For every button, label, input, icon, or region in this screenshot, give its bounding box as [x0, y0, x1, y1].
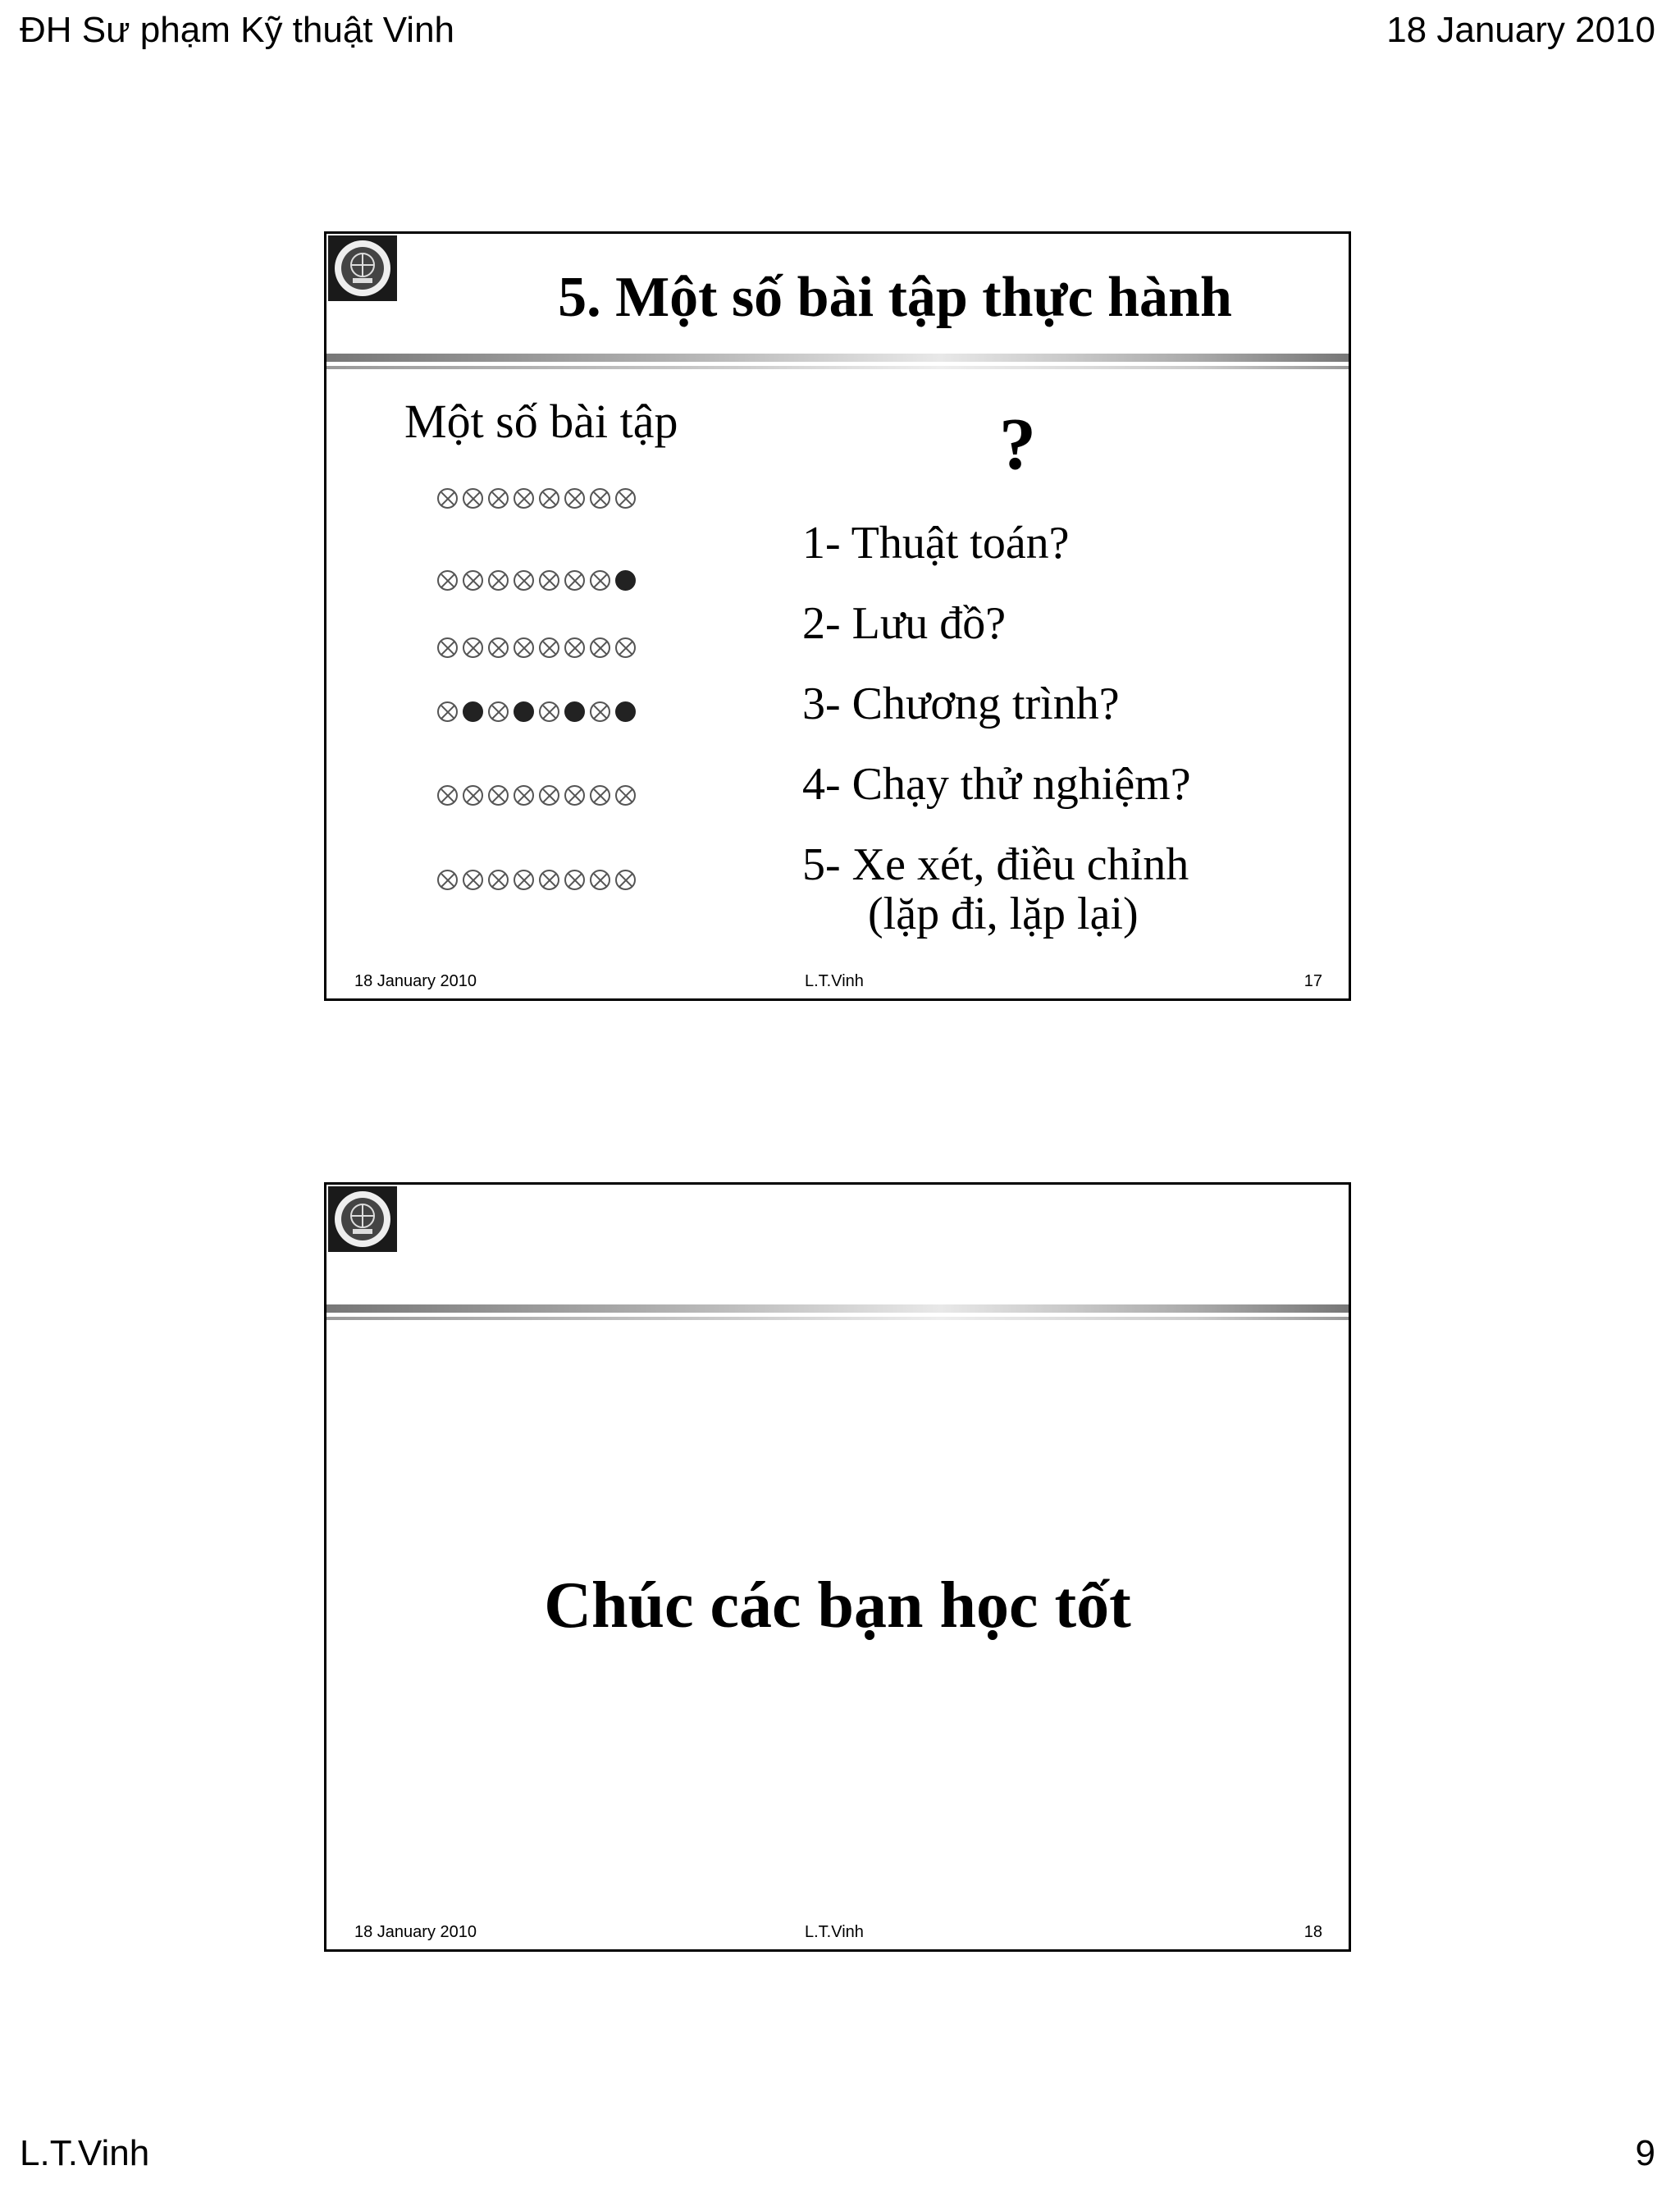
led-off-icon [437, 701, 458, 722]
led-off-icon [590, 637, 610, 658]
closing-message: Chúc các bạn học tốt [544, 1569, 1131, 1642]
led-row [437, 488, 636, 513]
slide-footer-date: 18 January 2010 [354, 972, 477, 990]
step-item: 3- Chương trình? [802, 678, 1120, 729]
step-item: 1- Thuật toán? [802, 518, 1070, 569]
led-row [437, 637, 636, 662]
led-off-icon [488, 701, 509, 722]
slide-footer-date: 18 January 2010 [354, 1923, 477, 1941]
slide-title: 5. Một số bài tập thực hành [558, 266, 1232, 329]
led-on-icon [615, 570, 636, 591]
university-logo-icon [328, 1186, 397, 1252]
led-on-icon [615, 701, 636, 722]
step-5-sub: (lặp đi, lặp lại) [868, 889, 1139, 939]
led-off-icon [590, 785, 610, 806]
slide-17 [324, 231, 1351, 1001]
led-off-icon [564, 570, 585, 591]
led-off-icon [539, 488, 559, 509]
led-off-icon [564, 785, 585, 806]
led-off-icon [514, 488, 534, 509]
led-off-icon [463, 785, 483, 806]
led-off-icon [615, 488, 636, 509]
led-on-icon [564, 701, 585, 722]
led-off-icon [488, 637, 509, 658]
led-row [437, 785, 636, 810]
step-item [802, 838, 1191, 939]
slide-footer-number: 17 [1303, 972, 1322, 990]
led-row [437, 701, 636, 726]
steps-list [802, 517, 1191, 939]
led-off-icon [590, 701, 610, 722]
led-off-icon [463, 637, 483, 658]
led-off-icon [615, 870, 636, 890]
led-off-icon [488, 488, 509, 509]
led-off-icon [437, 637, 458, 658]
led-off-icon [615, 637, 636, 658]
slide-footer-author: L.T.Vinh [805, 1923, 864, 1941]
slide-footer-number: 18 [1303, 1923, 1322, 1941]
led-off-icon [488, 785, 509, 806]
page-header-date: 18 January 2010 [1386, 10, 1655, 50]
led-off-icon [463, 488, 483, 509]
led-off-icon [615, 785, 636, 806]
led-off-icon [539, 570, 559, 591]
led-off-icon [437, 488, 458, 509]
question-mark: ? [999, 404, 1036, 485]
title-divider-thin [326, 1317, 1349, 1320]
led-off-icon [514, 785, 534, 806]
led-off-icon [514, 637, 534, 658]
led-off-icon [463, 570, 483, 591]
led-on-icon [463, 701, 483, 722]
led-off-icon [488, 870, 509, 890]
led-on-icon [514, 701, 534, 722]
led-off-icon [539, 870, 559, 890]
led-off-icon [564, 488, 585, 509]
step-item: 2- Lưu đồ? [802, 598, 1007, 649]
led-row [437, 870, 636, 894]
led-off-icon [514, 570, 534, 591]
led-off-icon [590, 570, 610, 591]
led-off-icon [590, 870, 610, 890]
led-row [437, 570, 636, 595]
led-off-icon [514, 870, 534, 890]
led-off-icon [590, 488, 610, 509]
page-header-school: ĐH Sư phạm Kỹ thuật Vinh [20, 10, 455, 50]
led-off-icon [539, 785, 559, 806]
led-off-icon [539, 637, 559, 658]
led-off-icon [488, 570, 509, 591]
exercises-subtitle: Một số bài tập [404, 395, 678, 448]
title-divider [326, 354, 1349, 362]
page-footer-author: L.T.Vinh [20, 2133, 150, 2173]
led-off-icon [564, 870, 585, 890]
page-footer-page-number: 9 [1635, 2133, 1655, 2173]
led-off-icon [564, 637, 585, 658]
title-divider-thin [326, 366, 1349, 369]
step-5-label: 5- Xe xét, điều chỉnh [802, 839, 1189, 890]
slide-footer-author: L.T.Vinh [805, 972, 864, 990]
slide-18 [324, 1182, 1351, 1952]
led-off-icon [437, 570, 458, 591]
title-divider [326, 1304, 1349, 1313]
led-off-icon [539, 701, 559, 722]
step-item: 4- Chạy thử nghiệm? [802, 759, 1191, 810]
led-off-icon [437, 870, 458, 890]
led-off-icon [463, 870, 483, 890]
led-off-icon [437, 785, 458, 806]
